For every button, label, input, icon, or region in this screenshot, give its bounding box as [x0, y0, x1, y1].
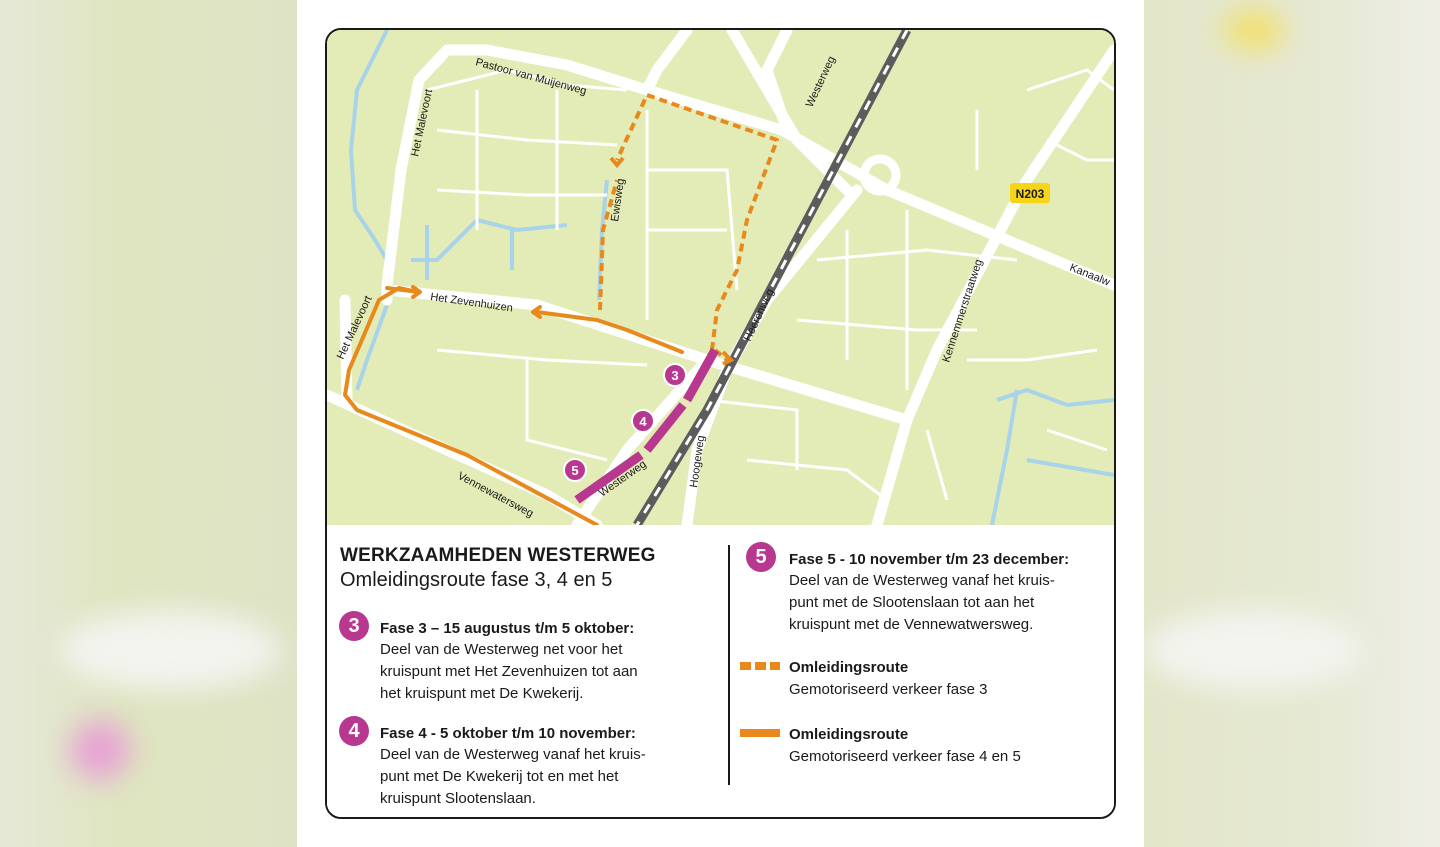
legend-divider [728, 545, 730, 785]
legend-title: WERKZAAMHEDEN WESTERWEG [340, 545, 656, 566]
phase-3-line: Deel van de Westerweg net voor het [380, 641, 623, 658]
road-badge-n203 [1010, 183, 1050, 203]
phase-4-heading: Fase 4 - 5 oktober t/m 10 november: [380, 725, 636, 742]
phase-4-description [380, 744, 700, 810]
phase-5-line: kruispunt met de Vennewatwersweg. [789, 616, 1034, 633]
phase-5-line: punt met de Slootenslaan tot aan het [789, 594, 1035, 611]
background-blob [60, 610, 280, 690]
background-blob [1144, 610, 1364, 690]
phase-3-description [380, 639, 700, 705]
street-label-kanaalweg: Kanaalw [1067, 261, 1112, 289]
background-blob [70, 720, 130, 780]
route-dashed-title: Omleidingsroute [789, 659, 909, 676]
phase-badge-4: 4 [339, 716, 369, 746]
route-dashed-description: Gemotoriseerd verkeer fase 3 [789, 681, 988, 698]
phase-marker-5-label: 5 [571, 463, 579, 478]
road-badge-label: N203 [1015, 187, 1045, 201]
route-solid-description: Gemotoriseerd verkeer fase 4 en 5 [789, 748, 1021, 765]
phase-4-line: punt met De Kwekerij tot en met het [380, 768, 619, 785]
street-label-het-malevoort-south: Het Malevoort [334, 294, 375, 362]
phase-5-heading: Fase 5 - 10 november t/m 23 december: [789, 551, 1070, 568]
street-label-het-malevoort-north: Het Malevoort [409, 88, 436, 158]
street-label-heerenweg: Heerenweg [741, 287, 777, 344]
street-label-hoogeweg: Hoogeweg [688, 434, 708, 489]
phase-badge-5: 5 [746, 542, 776, 572]
background-left-blur [0, 0, 297, 847]
phase-4-line: kruispunt Slootenslaan. [380, 790, 536, 807]
phase-3-heading: Fase 3 – 15 augustus t/m 5 oktober: [380, 620, 635, 637]
street-label-westerweg-south: Westerweg [596, 458, 649, 500]
route-swatch-dashed [740, 662, 780, 670]
phase-4-line: Deel van de Westerweg vanaf het kruis- [380, 746, 646, 763]
detour-map [327, 30, 1114, 525]
phase-5-line: Deel van de Westerweg vanaf het kruis- [789, 572, 1055, 589]
phase-3-line: kruispunt met Het Zevenhuizen tot aan [380, 663, 638, 680]
phase-5-description [789, 570, 1109, 636]
legend-panel [327, 525, 1114, 817]
phase-marker-4-label: 4 [639, 414, 647, 429]
phase-marker-3-label: 3 [671, 368, 679, 383]
phase-badge-3: 3 [339, 611, 369, 641]
street-label-pastoor-van-muijenweg: Pastoor van Muijenweg [474, 56, 588, 98]
background-blob [1224, 10, 1284, 50]
infographic-card [325, 28, 1116, 819]
route-swatch-solid [740, 729, 780, 737]
route-solid-title: Omleidingsroute [789, 726, 909, 743]
street-label-ewisweg: Ewisweg [609, 177, 628, 223]
street-label-kennemmerstraatweg: Kennemmerstraatweg [940, 257, 986, 364]
background-right-blur [1144, 0, 1440, 847]
street-label-vennewatersweg: Vennewatersweg [455, 470, 536, 520]
map-svg [327, 30, 1114, 525]
street-label-westerweg-north: Westerweg [803, 54, 838, 110]
phase-3-line: het kruispunt met De Kwekerij. [380, 685, 584, 702]
infographic-page [297, 0, 1144, 847]
legend-subtitle: Omleidingsroute fase 3, 4 en 5 [340, 569, 613, 591]
street-label-het-zevenhuizen: Het Zevenhuizen [429, 291, 514, 315]
